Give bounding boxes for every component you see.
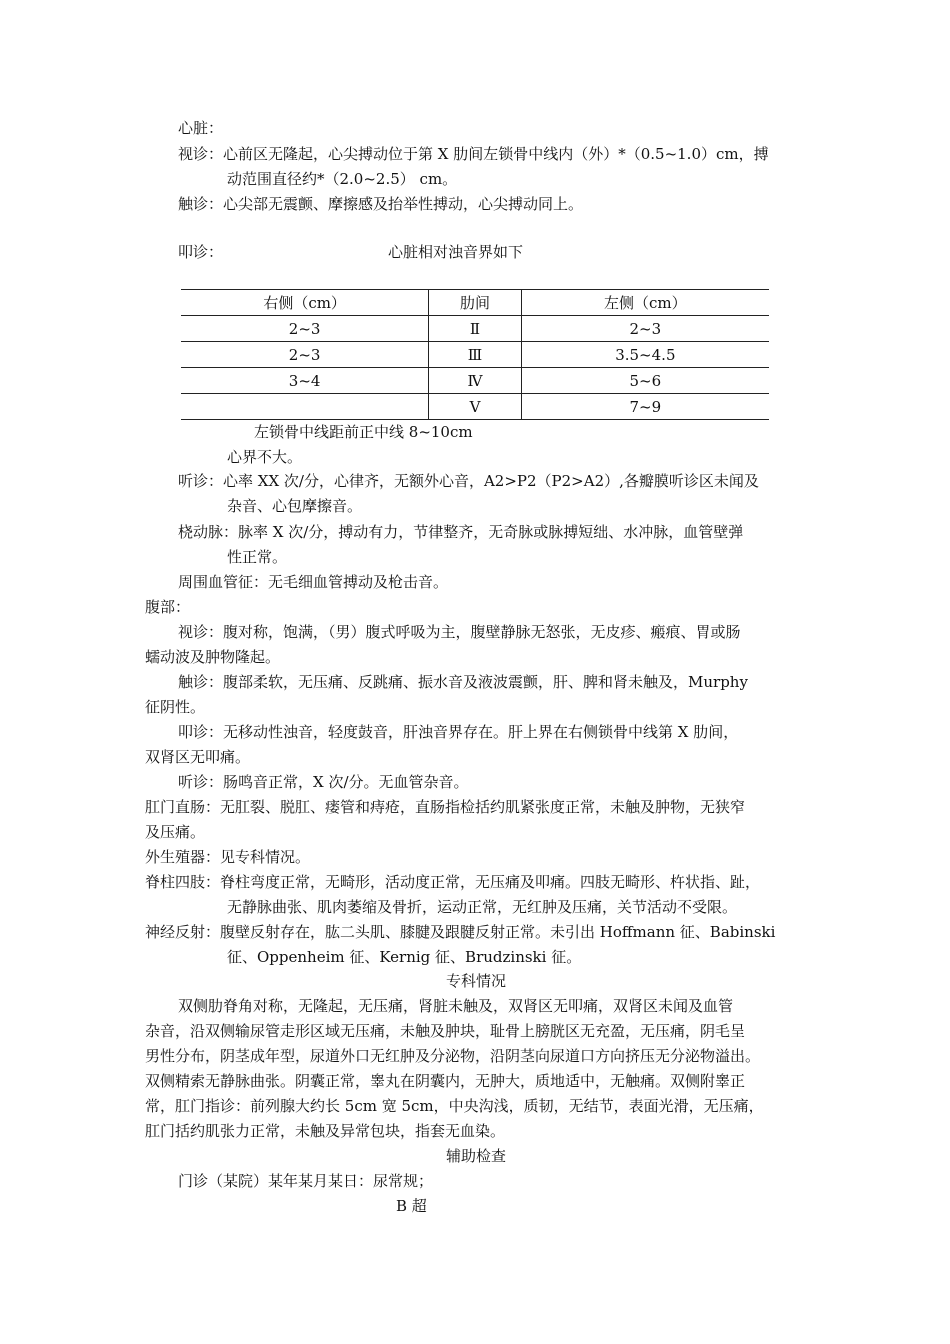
table-cell: 2~3: [181, 342, 429, 368]
table-row: [181, 368, 769, 394]
specialty-line: 双侧肋脊角对称，无隆起，无压痛，肾脏未触及，双肾区无叩痛，双肾区未闻及血管: [178, 997, 734, 1015]
column-header-right: 右侧（cm）: [181, 290, 429, 316]
column-header-intercostal: 肋间: [429, 290, 521, 316]
table-row: [181, 342, 769, 368]
midline-note: 左锁骨中线距前正中线 8~10cm: [254, 423, 473, 441]
radial-artery-line1: 桡动脉：脉率 X 次/分，搏动有力，节律整齐，无奇脉或脉搏短绌、水冲脉，血管壁弹: [178, 523, 744, 541]
radial-artery-line2: 性正常。: [227, 548, 288, 566]
abdomen-inspection-line1: 视诊：腹对称，饱满，（男）腹式呼吸为主，腹壁静脉无怒张，无皮疹、瘢痕、胃或肠: [178, 623, 741, 641]
abdomen-percussion-line1: 叩诊：无移动性浊音，轻度鼓音，肝浊音界存在。肝上界在右侧锁骨中线第 X 肋间，: [178, 723, 739, 741]
table-cell: 2~3: [521, 316, 769, 342]
abdomen-palpation-line1: 触诊：腹部柔软，无压痛、反跳痛、振水音及液波震颤，肝、脾和肾未触及，Murphy: [178, 673, 748, 691]
specialty-line: 双侧精索无静脉曲张。阴囊正常，睾丸在阴囊内，无肿大，质地适中，无触痛。双侧附睾正: [145, 1072, 746, 1090]
heart-inspection-line1: 视诊：心前区无隆起，心尖搏动位于第 X 肋间左锁骨中线内（外）*（0.5~1.0）cm，搏: [178, 145, 769, 163]
cardiac-dullness-table: [181, 289, 769, 420]
specialty-line: 常，肛门指诊：前列腺大约长 5cm 宽 5cm，中央沟浅，质韧，无结节，表面光滑，无压痛，: [145, 1097, 764, 1115]
anus-rectum-line2: 及压痛。: [145, 823, 206, 841]
heart-auscultation-line2: 杂音、心包摩擦音。: [227, 497, 363, 515]
table-cell: [181, 394, 429, 420]
table-row: [181, 394, 769, 420]
anus-rectum-line1: 肛门直肠：无肛裂、脱肛、瘘管和痔疮，直肠指检括约肌紧张度正常，未触及肿物，无狭窄: [145, 798, 746, 816]
specialty-line: 男性分布，阴茎成年型，尿道外口无红肿及分泌物，沿阴茎向尿道口方向挤压无分泌物溢出。: [145, 1047, 761, 1065]
peripheral-vascular-sign: 周围血管征：无毛细血管搏动及枪击音。: [178, 573, 449, 591]
specialty-line: 肛门括约肌张力正常，未触及异常包块，指套无血染。: [145, 1122, 506, 1140]
spine-limbs-line2: 无静脉曲张、肌肉萎缩及骨折，运动正常，无红肿及压痛，关节活动不受限。: [227, 898, 738, 916]
abdomen-inspection-line2: 蠕动波及肿物隆起。: [145, 648, 281, 666]
heart-inspection-line2: 动范围直径约*（2.0~2.5） cm。: [227, 170, 458, 188]
specialty-line: 杂音，沿双侧输尿管走形区域无压痛，未触及肿块，耻骨上膀胱区无充盈，无压痛，阴毛呈: [145, 1022, 746, 1040]
table-cell: 3~4: [181, 368, 429, 394]
spine-limbs-line1: 脊柱四肢：脊柱弯度正常，无畸形，活动度正常，无压痛及叩痛。四肢无畸形、杵状指、趾，: [145, 873, 761, 891]
table-cell: 5~6: [521, 368, 769, 394]
external-genitals: 外生殖器：见专科情况。: [145, 848, 311, 866]
abdomen-auscultation: 听诊：肠鸣音正常，X 次/分。无血管杂音。: [178, 773, 469, 791]
heart-not-enlarged: 心界不大。: [227, 448, 303, 466]
column-header-left: 左侧（cm）: [521, 290, 769, 316]
table-cell: 2~3: [181, 316, 429, 342]
heart-palpation: 触诊：心尖部无震颤、摩擦感及抬举性搏动，心尖搏动同上。: [178, 195, 584, 213]
table-cell: 3.5~4.5: [521, 342, 769, 368]
auxiliary-title: 辅助检查: [445, 1147, 506, 1165]
abdomen-title: 腹部：: [145, 598, 191, 616]
table-header-row: [181, 290, 769, 316]
heart-auscultation-line1: 听诊：心率 XX 次/分，心律齐，无额外心音，A2>P2（P2>A2）,各瓣膜听诊区未闻及: [178, 472, 759, 490]
abdomen-palpation-line2: 征阴性。: [145, 698, 206, 716]
table-cell: Ⅱ: [429, 316, 521, 342]
auxiliary-ultrasound: B 超: [396, 1197, 427, 1215]
abdomen-percussion-line2: 双肾区无叩痛。: [145, 748, 251, 766]
table-cell: Ⅳ: [429, 368, 521, 394]
auxiliary-clinic: 门诊（某院）某年某月某日：尿常规；: [178, 1172, 434, 1190]
neuro-reflex-line2: 征、Oppenheim 征、Kernig 征、Brudzinski 征。: [227, 948, 582, 966]
heart-title: 心脏：: [178, 119, 224, 137]
dullness-table-caption: 心脏相对浊音界如下: [388, 243, 524, 261]
specialty-title: 专科情况: [445, 972, 506, 990]
table-cell: Ⅴ: [429, 394, 521, 420]
table-cell: Ⅲ: [429, 342, 521, 368]
neuro-reflex-line1: 神经反射：腹壁反射存在，肱二头肌、膝腱及跟腱反射正常。未引出 Hoffmann 征、Babinski: [145, 923, 776, 941]
table-cell: 7~9: [521, 394, 769, 420]
heart-percussion-label: 叩诊：: [178, 243, 224, 261]
table-row: [181, 316, 769, 342]
